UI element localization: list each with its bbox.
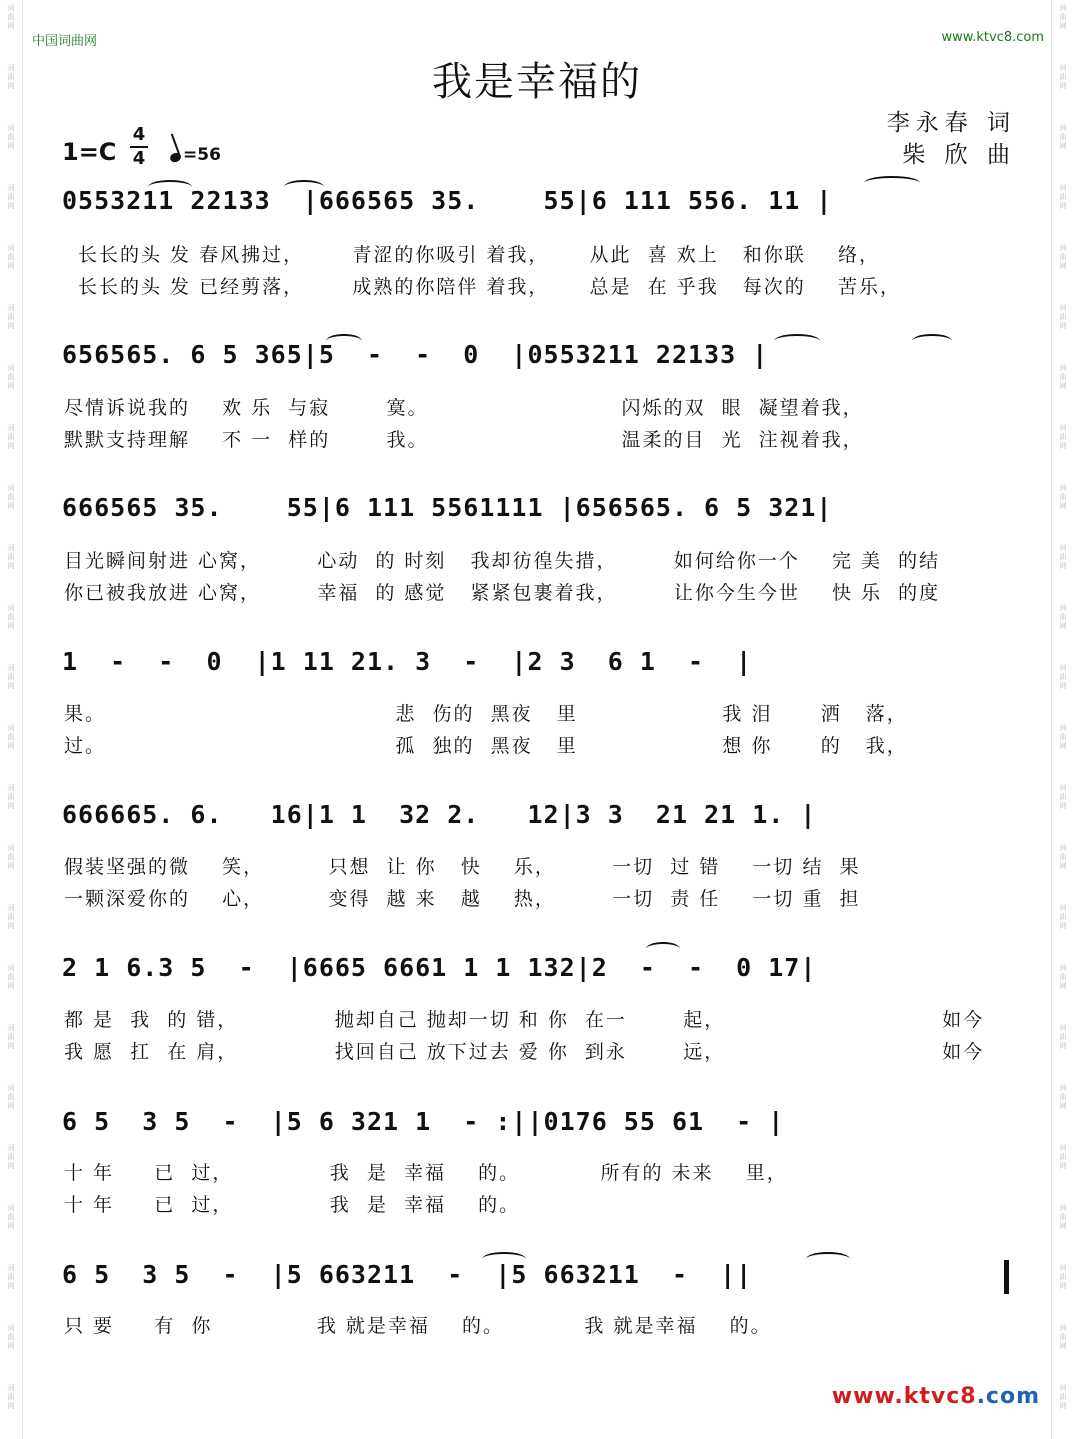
watermark-unit: 词 曲 网 <box>1059 64 1067 90</box>
watermark-unit: 词 曲 网 <box>1059 1084 1067 1110</box>
watermark-unit: 词 曲 网 <box>7 244 15 270</box>
watermark-unit: 词 曲 网 <box>7 784 15 810</box>
lyrics-line-4-verse-2: 过。 孤 独的 黑夜 里 想 你 的 我， <box>64 735 908 757</box>
lyrics-line-2-verse-2: 默默支持理解 不 一 样的 我。 温柔的目 光 注视着我， <box>64 429 864 451</box>
logo-main-text: www.ktvc8 <box>831 1384 977 1409</box>
notes-line-4: 1 - - 0 |1 11 21. 3 - |2 3 6 1 - | <box>62 647 753 676</box>
notes-line-8: 6 5 3 5 - |5 663211 - |5 663211 - || <box>62 1260 753 1289</box>
lyrics-line-5-verse-1: 假装坚强的微 笑， 只想 让 你 快 乐， 一切 过 错 一切 结 果 <box>64 856 861 878</box>
time-signature <box>130 124 148 170</box>
lyrics-line-6-verse-1: 都 是 我 的 错， 抛却自己 抛却一切 和 你 在一 起， 如今 <box>64 1009 985 1031</box>
watermark-unit: 词 曲 网 <box>7 124 15 150</box>
lyrics-line-1-verse-1: 长长的头 发 春风拂过， 青涩的你吸引 着我， 从此 喜 欢上 和你联 络， <box>78 244 880 266</box>
slur-mark <box>482 1252 526 1266</box>
watermark-unit: 词 曲 网 <box>7 184 15 210</box>
song-title: 我是幸福的 <box>432 59 642 105</box>
site-url-right[interactable]: www.ktvc8.com <box>941 30 1044 45</box>
watermark-unit: 词 曲 网 <box>1059 4 1067 30</box>
key-signature: 1=C <box>62 138 117 166</box>
lyrics-line-1-verse-2: 长长的头 发 已经剪落， 成熟的你陪伴 着我， 总是 在 乎我 每次的 苦乐， <box>78 276 901 298</box>
tempo-value: =56 <box>183 145 221 165</box>
watermark-unit: 词 曲 网 <box>1059 1264 1067 1290</box>
watermark-unit: 词 曲 网 <box>7 1204 15 1230</box>
slur-mark <box>326 334 362 348</box>
lyrics-line-4-verse-1: 果。 悲 伤的 黑夜 里 我 泪 洒 落， <box>64 703 908 725</box>
lyrics-line-3-verse-1: 目光瞬间射进 心窝， 心动 的 时刻 我却彷徨失措， 如何给你一个 完 美 的结 <box>64 550 941 572</box>
lyrics-line-8-verse-1: 只 要 有 你 我 就是幸福 的。 我 就是幸福 的。 <box>64 1315 772 1337</box>
watermark-unit: 词 曲 网 <box>7 604 15 630</box>
watermark-unit: 词 曲 网 <box>7 1024 15 1050</box>
watermark-unit: 词 曲 网 <box>7 844 15 870</box>
lyrics-line-2-verse-1: 尽情诉说我的 欢 乐 与寂 寞。 闪烁的双 眼 凝望着我， <box>64 397 864 419</box>
watermark-unit: 词 曲 网 <box>1059 784 1067 810</box>
notes-line-3: 666565 35. 55|6 111 5561111 |656565. 6 5 321| <box>62 493 833 522</box>
watermark-unit: 词 曲 网 <box>1059 964 1067 990</box>
watermark-unit: 词 曲 网 <box>7 1264 15 1290</box>
lyrics-line-5-verse-2: 一颗深爱你的 心， 变得 越 来 越 热， 一切 责 任 一切 重 担 <box>64 888 861 910</box>
watermark-unit: 词 曲 网 <box>1059 544 1067 570</box>
quarter-note-icon <box>169 151 182 163</box>
watermark-unit: 词 曲 网 <box>1059 424 1067 450</box>
time-signature-bottom: 4 <box>130 146 148 170</box>
lyrics-line-7-verse-1: 十 年 已 过， 我 是 幸福 的。 所有的 未来 里， <box>64 1162 788 1184</box>
notes-line-5: 666665. 6. 16|1 1 32 2. 12|3 3 21 21 1. | <box>62 800 817 829</box>
watermark-unit: 词 曲 网 <box>7 1144 15 1170</box>
watermark-unit: 词 曲 网 <box>7 64 15 90</box>
watermark-unit: 词 曲 网 <box>1059 364 1067 390</box>
watermark-unit: 词 曲 网 <box>1059 244 1067 270</box>
time-signature-top: 4 <box>132 124 146 145</box>
watermark-unit: 词 曲 网 <box>7 544 15 570</box>
final-barline <box>1004 1260 1009 1294</box>
watermark-unit: 词 曲 网 <box>1059 1204 1067 1230</box>
slur-mark <box>912 334 952 348</box>
watermark-unit: 词 曲 网 <box>1059 604 1067 630</box>
notes-line-7: 6 5 3 5 - |5 6 321 1 - :||0176 55 61 - | <box>62 1107 785 1136</box>
left-watermark-strip <box>0 0 23 1439</box>
lyrics-line-7-verse-2: 十 年 已 过， 我 是 幸福 的。 <box>64 1194 521 1216</box>
watermark-unit: 词 曲 网 <box>7 484 15 510</box>
lyrics-line-3-verse-2: 你已被我放进 心窝， 幸福 的 感觉 紧紧包裹着我， 让你今生今世 快 乐 的度 <box>64 582 941 604</box>
watermark-unit: 词 曲 网 <box>7 1324 15 1350</box>
watermark-unit: 词 曲 网 <box>1059 484 1067 510</box>
watermark-unit: 词 曲 网 <box>7 304 15 330</box>
watermark-unit: 词 曲 网 <box>1059 1144 1067 1170</box>
watermark-unit: 词 曲 网 <box>1059 904 1067 930</box>
watermark-unit: 词 曲 网 <box>7 1384 15 1410</box>
slur-mark <box>646 942 680 956</box>
lyrics-line-6-verse-2: 我 愿 扛 在 肩， 找回自己 放下过去 爱 你 到永 远， 如今 <box>64 1041 985 1063</box>
logo-tail-text: .com <box>976 1384 1040 1409</box>
watermark-unit: 词 曲 网 <box>1059 1024 1067 1050</box>
right-watermark-strip <box>1051 0 1074 1439</box>
watermark-unit: 词 曲 网 <box>7 424 15 450</box>
watermark-unit: 词 曲 网 <box>7 964 15 990</box>
watermark-unit: 词 曲 网 <box>7 1084 15 1110</box>
site-name-left[interactable]: 中国词曲网 <box>32 34 98 49</box>
notes-line-6: 2 1 6.3 5 - |6665 6661 1 1 132|2 - - 0 17| <box>62 953 817 982</box>
lyricist-credit: 李永春 词 <box>886 110 1016 136</box>
slur-mark <box>148 180 192 194</box>
watermark-unit: 词 曲 网 <box>7 904 15 930</box>
notes-line-1: 0553211 22133 |666565 35. 55|6 111 556. 11 | <box>62 186 833 215</box>
slur-mark <box>284 180 324 194</box>
watermark-unit: 词 曲 网 <box>1059 1384 1067 1410</box>
watermark-unit: 词 曲 网 <box>1059 844 1067 870</box>
watermark-unit: 词 曲 网 <box>7 664 15 690</box>
watermark-unit: 词 曲 网 <box>7 364 15 390</box>
watermark-unit: 词 曲 网 <box>7 724 15 750</box>
watermark-unit: 词 曲 网 <box>7 4 15 30</box>
watermark-unit: 词 曲 网 <box>1059 184 1067 210</box>
slur-mark <box>774 334 820 348</box>
notes-line-2: 656565. 6 5 365|5 - - 0 |0553211 22133 | <box>62 340 769 369</box>
tempo-mark <box>170 145 221 165</box>
watermark-unit: 词 曲 网 <box>1059 1324 1067 1350</box>
watermark-unit: 词 曲 网 <box>1059 724 1067 750</box>
watermark-unit: 词 曲 网 <box>1059 664 1067 690</box>
watermark-unit: 词 曲 网 <box>1059 124 1067 150</box>
site-logo[interactable] <box>832 1384 1040 1409</box>
slur-mark <box>864 176 920 190</box>
watermark-unit: 词 曲 网 <box>1059 304 1067 330</box>
composer-credit: 柴 欣 曲 <box>902 142 1016 168</box>
slur-mark <box>806 1252 850 1266</box>
